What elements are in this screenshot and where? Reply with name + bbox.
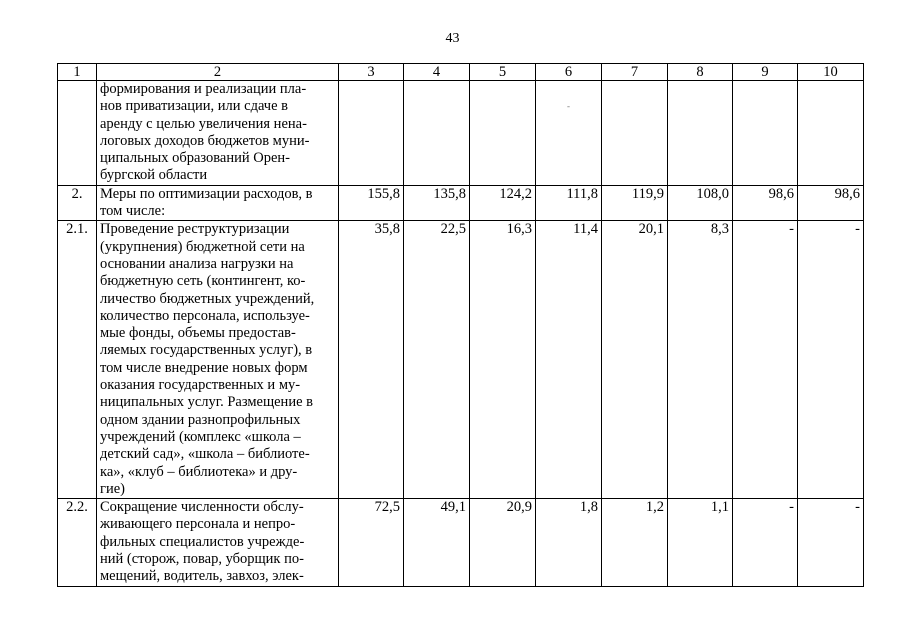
value-cell: 1,1 xyxy=(668,499,733,586)
value-cell xyxy=(798,81,864,186)
column-number: 7 xyxy=(602,64,668,81)
value-cell: 119,9 xyxy=(602,185,668,221)
value-cell xyxy=(470,81,536,186)
description-line: аренду с целью увеличения нена- xyxy=(100,115,307,132)
description-line: одном здании разнопрофильных xyxy=(100,411,301,428)
value-cell: 35,8 xyxy=(339,221,404,499)
description-line: ципальных образований Орен- xyxy=(100,150,291,167)
page-number: 43 xyxy=(445,31,460,46)
description-line: ниципальных услуг. Размещение в xyxy=(100,394,313,411)
measures-table xyxy=(57,63,864,587)
description-line: формирования и реализации пла- xyxy=(100,81,307,97)
column-number: 8 xyxy=(668,64,733,81)
column-number: 3 xyxy=(339,64,404,81)
column-number: 4 xyxy=(404,64,470,81)
column-number-row xyxy=(58,64,864,81)
value-cell xyxy=(733,81,798,186)
column-number: 10 xyxy=(798,64,864,81)
value-cell: 124,2 xyxy=(470,185,536,221)
value-cell: 111,8 xyxy=(536,185,602,221)
value-cell xyxy=(339,81,404,186)
value-cell: 98,6 xyxy=(733,185,798,221)
description-line: логовых доходов бюджетов муни- xyxy=(100,132,310,149)
value-cell: - xyxy=(798,221,864,499)
description-line: оказания государственных и му- xyxy=(100,377,301,394)
description-line: мещений, водитель, завхоз, элек- xyxy=(100,568,304,585)
value-cell: 22,5 xyxy=(404,221,470,499)
value-cell: - xyxy=(733,221,798,499)
description-line: личество бюджетных учреждений, xyxy=(100,290,315,307)
description-line: ляемых государственных услуг), в xyxy=(100,342,313,359)
value-cell: 20,9 xyxy=(470,499,536,586)
description-line: (укрупнения) бюджетной сети на xyxy=(100,238,305,255)
value-cell: - xyxy=(733,499,798,586)
table-row xyxy=(58,221,864,499)
value-cell: 72,5 xyxy=(339,499,404,586)
description-line: бургской области xyxy=(100,167,208,184)
value-cell: 1,8 xyxy=(536,499,602,586)
row-number: 2. xyxy=(58,185,97,221)
description-line: ний (сторож, повар, уборщик по- xyxy=(100,551,304,568)
description-line: количество персонала, используе- xyxy=(100,307,310,324)
description-line: Проведение реструктуризации xyxy=(100,221,290,238)
row-description xyxy=(97,221,339,499)
value-cell xyxy=(668,81,733,186)
value-cell: 155,8 xyxy=(339,185,404,221)
table-row xyxy=(58,81,864,186)
description-line: мые фонды, объемы предостав- xyxy=(100,325,296,342)
description-line: живающего персонала и непро- xyxy=(100,516,296,533)
column-number: 1 xyxy=(58,64,97,81)
column-number: 5 xyxy=(470,64,536,81)
value-cell: 98,6 xyxy=(798,185,864,221)
table-row xyxy=(58,499,864,586)
description-line: гие) xyxy=(100,480,125,497)
value-cell: 16,3 xyxy=(470,221,536,499)
description-line: том числе: xyxy=(100,203,166,220)
value-cell: 49,1 xyxy=(404,499,470,586)
description-line: детский сад», «школа – библиоте- xyxy=(100,446,310,463)
row-number: 2.1. xyxy=(58,221,97,499)
description-line: Сокращение численности обслу- xyxy=(100,499,304,516)
value-cell: 1,2 xyxy=(602,499,668,586)
value-cell: 20,1 xyxy=(602,221,668,499)
value-cell: 11,4 xyxy=(536,221,602,499)
row-number: 2.2. xyxy=(58,499,97,586)
column-number: 9 xyxy=(733,64,798,81)
value-cell xyxy=(536,81,602,186)
row-description xyxy=(97,499,339,586)
column-number: 6 xyxy=(536,64,602,81)
description-line: основании анализа нагрузки на xyxy=(100,255,294,272)
table-row xyxy=(58,185,864,221)
description-line: том числе внедрение новых форм xyxy=(100,359,308,376)
description-line: учреждений (комплекс «школа – xyxy=(100,428,301,445)
row-description xyxy=(97,81,339,186)
value-cell: 8,3 xyxy=(668,221,733,499)
value-cell xyxy=(404,81,470,186)
row-number xyxy=(58,81,97,186)
description-line: ка», «клуб – библиотека» и дру- xyxy=(100,463,298,480)
value-cell: 135,8 xyxy=(404,185,470,221)
description-line: нов приватизации, или сдаче в xyxy=(100,98,289,115)
scan-speck: - xyxy=(567,101,570,112)
description-line: Меры по оптимизации расходов, в xyxy=(100,185,313,202)
value-cell: 108,0 xyxy=(668,185,733,221)
row-description xyxy=(97,185,339,221)
value-cell: - xyxy=(798,499,864,586)
description-line: фильных специалистов учрежде- xyxy=(100,533,305,550)
value-cell xyxy=(602,81,668,186)
description-line: бюджетную сеть (контингент, ко- xyxy=(100,273,306,290)
column-number: 2 xyxy=(97,64,339,81)
